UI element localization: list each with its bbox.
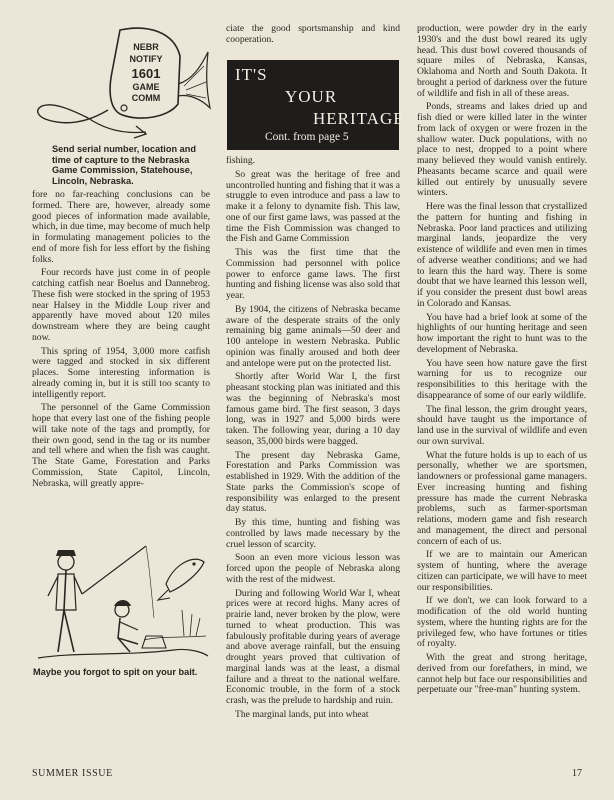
fishing-cartoon (34, 540, 210, 664)
article-column-2 (226, 156, 400, 724)
paragraph: Here was the final lesson that crystallized the pattern for hunting and fishing in Nebraska. Poor land practices and utilizing marginal lands, jeopardize the very existence of wildlife and even men in times of adverse weather conditions; and we had to learn this the hard way. There is some doubt that we have learned this lesson well, if you consider the present dust bowl areas in Colorado and Kansas. (417, 201, 587, 309)
paragraph: Four records have just come in of people catching catfish near Boelus and Dannebrog. These fish were stocked in the spring of 1953 near Halsey in the Middle Loup river and apparently have moved about 120 miles downstream where they are being caught now. (32, 267, 210, 343)
heritage-title-line-2: YOUR (285, 87, 338, 106)
paragraph: If we don't, we can look forward to a modification of the old world hunting system, where the hunting rights are for the privileged few, who have fortunes or titles of royalty. (417, 595, 587, 650)
heritage-title-box (227, 60, 405, 150)
paragraph: This was the first time that the Commission had personnel with police power to enforce game laws. The first hunting and fishing license was also sold that year. (226, 247, 400, 301)
tag-line-5: COMM (131, 93, 161, 103)
paragraph: If we are to maintain our American system of hunting, where the average citizen can participate, we will have to meet our responsibilities. (417, 549, 587, 593)
paragraph: By 1904, the citizens of Nebraska became aware of the desperate straits of the only remaining big game animals—50 deer and 100 antelope in western Nebraska. Public opinion was finally aroused and both deer and antelope were put on the protected list. (226, 303, 400, 369)
paragraph: Shortly after World War I, the first pheasant stocking plan was initiated and this was the beginning of Nebraska's most famous game bird. The first season, 3 days long, was in 1927 and 5,000 birds were taken. The following year, during a 10 day season, 35,000 birds were bagged. (226, 371, 400, 447)
paragraph: The personnel of the Game Commission hope that every last one of the fishing people will take note of the tags and promptly, for their own good, send in the tag or its number and tell where and when the fish was caught. The State Game, Forestation and Parks Commission, State Capitol, Lincoln, Nebraska, will greatly appre- (32, 402, 210, 489)
tag-line-1: NEBR (133, 42, 159, 52)
paragraph: The marginal lands, put into wheat (235, 708, 369, 720)
heritage-title-line-3: HERITAGE (313, 109, 405, 128)
paragraph: Soon an even more vicious lesson was forced upon the people of Nebraska along with the rest of the midwest. (226, 552, 400, 585)
tag-line-4: GAME (132, 82, 160, 92)
paragraph: So great was the heritage of free and uncontrolled hunting and fishing that it was a struggle to even introduce and pass a law to make it a felony to dynamite fish. This law, one of our first game laws, was passed at the time the Fish Commission was changed to the Fish and Game Commission (226, 168, 400, 245)
paragraph: fore no far-reaching conclusions can be formed. There are, however, already some good pieces of information made available, which, in due time, may become of much help in formulating management policies to the end of more fish for less effort by the fishing folks. (32, 189, 210, 265)
page-number: 17 (572, 768, 582, 779)
paragraph: The final lesson, the grim drought years, should have taught us the importance of land use in the survival of wildlife and even our own survival. (417, 403, 587, 447)
paragraph: Ponds, streams and lakes dried up and fish died or were killed later in the winter from lack of oxygen or were frozen in the shallow water. Duck populations, with no place to nest, dropped to a point where many believed they would vanish entirely. Pheasants became scarce and quail were killed out entirely by unusually severe winters. (417, 101, 587, 199)
paragraph: During and following World War I, wheat prices were at record highs. Many acres of prairie land, never broken by the plow, were turned to wheat production. This was fabulously profitable during years of average and above average rainfall, but the ensuing drought years proved that cultivation of marginal lands was at the least, a dismal failure and a threat to the national welfare. Economic trouble, in the form of a stock crash, was the prelude to hardship and ruin. (226, 587, 400, 706)
paragraph: By this time, hunting and fishing was controlled by laws made necessary by the cruel lesson of scarcity. (226, 517, 400, 550)
continued-from-label: Cont. from page 5 (265, 131, 349, 143)
paragraph: production, were powder dry in the early 1930's and the dust bowl reared its ugly head. This dust bowl covered thousands of square miles of Nebraska, Kansas, Oklahoma and North and South Dakota. It brought a period of darkness over the future of wildlife and fish in all of these areas. (417, 23, 587, 99)
paragraph: What the future holds is up to each of us personally, whether we are sportsmen, landowners or professional game managers. Ever increasing hunting and fishing pressure has made the current Nebraska problems, such as farmer-sportsman relations, modern game and fish research and management, the direct and personal concern of each of us. (417, 449, 587, 547)
paragraph: You have seen how nature gave the first warning for us to recognize our responsibilities to this heritage with the disappearance of some of our early wildlife. (417, 357, 587, 401)
paragraph: The present day Nebraska Game, Forestation and Parks Commission was established in 1929. With the addition of the State parks the Commission's scope of responsibility was enlarged to the present day status. (226, 449, 400, 515)
article-column-1 (32, 190, 210, 492)
paragraph: You have had a brief look at some of the highlights of our hunting heritage and seen how important the right to hunt was to the development of Nebraska. (417, 311, 587, 355)
cartoon-caption: Maybe you forgot to spit on your bait. (33, 667, 198, 677)
heritage-title-line-1: IT'S (235, 65, 268, 84)
tag-line-2: NOTIFY (129, 54, 163, 64)
paragraph: ciate the good sportsmanship and kind cooperation. (226, 23, 400, 45)
tag-line-3: 1601 (131, 66, 161, 81)
issue-label: SUMMER ISSUE (32, 768, 113, 779)
paragraph: With the great and strong heritage, derived from our forefathers, in mind, we cannot help but face our responsibilities and perpetuate our "free-man" hunting system. (417, 652, 587, 696)
article-column-3 (417, 24, 587, 699)
paragraph: This spring of 1954, 3,000 more catfish were tagged and stocked in six different places. Some interesting information is already coming in, but it is still too scanty to intelligently report. (32, 345, 210, 400)
tag-caption: Send serial number, location and time of capture to the Nebraska Game Commission, Statehouse, Lincoln, Nebraska. (52, 144, 196, 186)
paragraph: fishing. (226, 155, 256, 166)
article-column-2-top (226, 24, 400, 49)
